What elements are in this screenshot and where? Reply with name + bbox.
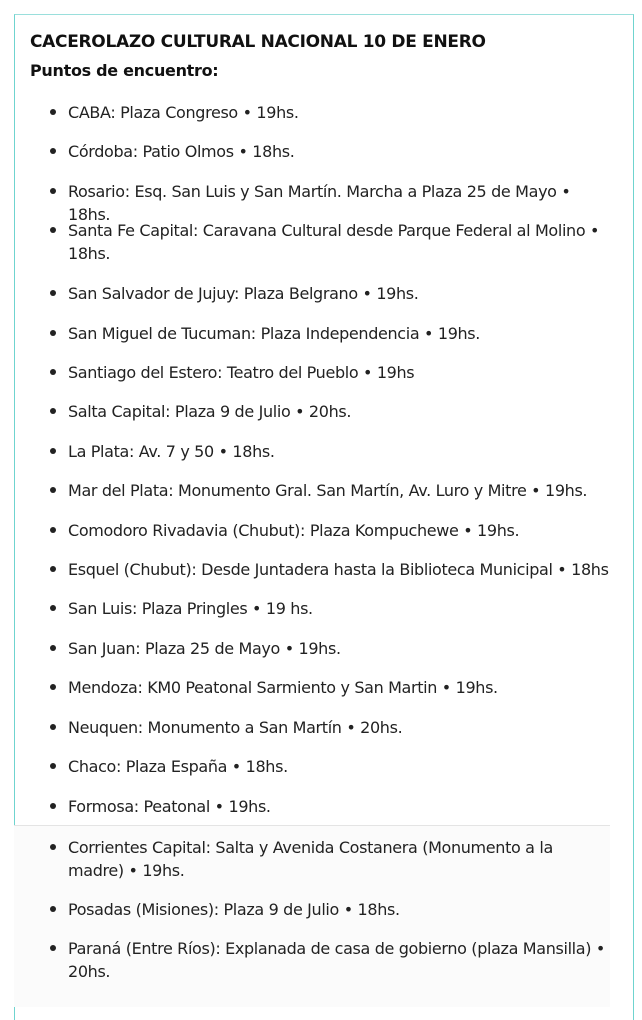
bullet-icon [50, 448, 56, 454]
list-item [68, 361, 616, 384]
bullet-icon [50, 369, 56, 375]
list-item [68, 140, 616, 163]
list-item-text: Corrientes Capital: Salta y Avenida Costanera (Monumento a la madre) • 19hs. [68, 838, 553, 880]
list-item-text: Santiago del Estero: Teatro del Pueblo • 19hs [68, 363, 415, 382]
bullet-icon [50, 803, 56, 809]
document-content [30, 30, 626, 82]
list-item-text: Paraná (Entre Ríos): Explanada de casa de gobierno (plaza Mansilla) • 20hs. [68, 939, 605, 981]
list-item-text: Salta Capital: Plaza 9 de Julio • 20hs. [68, 402, 352, 421]
list-item [68, 322, 616, 345]
list-item [68, 755, 616, 778]
list-item [68, 558, 616, 581]
list-item [68, 282, 616, 305]
bullet-icon [50, 408, 56, 414]
list-item-text: Córdoba: Patio Olmos • 18hs. [68, 142, 295, 161]
list-item-text: Formosa: Peatonal • 19hs. [68, 797, 271, 816]
list-item-text: La Plata: Av. 7 y 50 • 18hs. [68, 442, 275, 461]
list-item-text: Rosario: Esq. San Luis y San Martín. Marcha a Plaza 25 de Mayo • 18hs. [68, 182, 571, 224]
bullet-icon [50, 763, 56, 769]
section-subtitle: Puntos de encuentro: [30, 61, 219, 80]
bullet-icon [50, 227, 56, 233]
page-title: CACEROLAZO CULTURAL NACIONAL 10 DE ENERO [30, 32, 486, 52]
bullet-icon [50, 645, 56, 651]
list-item [68, 937, 608, 983]
list-item [68, 836, 588, 882]
bullet-icon [50, 487, 56, 493]
bullet-icon [50, 188, 56, 194]
list-item [68, 101, 616, 124]
list-item-text: Neuquen: Monumento a San Martín • 20hs. [68, 718, 403, 737]
bullet-icon [50, 605, 56, 611]
list-item [68, 440, 616, 463]
list-item [68, 716, 616, 739]
list-item-text: San Juan: Plaza 25 de Mayo • 19hs. [68, 639, 341, 658]
list-item [68, 219, 616, 265]
list-item [68, 898, 616, 921]
list-item-text: San Luis: Plaza Pringles • 19 hs. [68, 599, 313, 618]
list-item [68, 479, 616, 502]
list-item-text: Chaco: Plaza España • 18hs. [68, 757, 288, 776]
bullet-icon [50, 906, 56, 912]
list-item-text: Mendoza: KM0 Peatonal Sarmiento y San Martin • 19hs. [68, 678, 498, 697]
list-item-text: Esquel (Chubut): Desde Juntadera hasta la Biblioteca Municipal • 18hs [68, 560, 609, 579]
bullet-icon [50, 844, 56, 850]
list-item [68, 597, 616, 620]
bullet-icon [50, 527, 56, 533]
list-item-text: CABA: Plaza Congreso • 19hs. [68, 103, 299, 122]
list-item-text: San Salvador de Jujuy: Plaza Belgrano • 19hs. [68, 284, 419, 303]
list-item [68, 400, 616, 423]
bullet-icon [50, 684, 56, 690]
bullet-icon [50, 724, 56, 730]
list-item [68, 795, 616, 818]
bullet-icon [50, 945, 56, 951]
list-item-text: San Miguel de Tucuman: Plaza Independencia • 19hs. [68, 324, 481, 343]
list-item [68, 637, 616, 660]
list-item-text: Comodoro Rivadavia (Chubut): Plaza Kompuchewe • 19hs. [68, 521, 520, 540]
list-item [68, 676, 616, 699]
list-item [68, 519, 616, 542]
list-item-text: Mar del Plata: Monumento Gral. San Martín, Av. Luro y Mitre • 19hs. [68, 481, 588, 500]
bullet-icon [50, 109, 56, 115]
bullet-icon [50, 330, 56, 336]
list-item-text: Santa Fe Capital: Caravana Cultural desde Parque Federal al Molino • 18hs. [68, 221, 600, 263]
bullet-icon [50, 148, 56, 154]
list-item-text: Posadas (Misiones): Plaza 9 de Julio • 18hs. [68, 900, 400, 919]
bullet-icon [50, 290, 56, 296]
bullet-icon [50, 566, 56, 572]
